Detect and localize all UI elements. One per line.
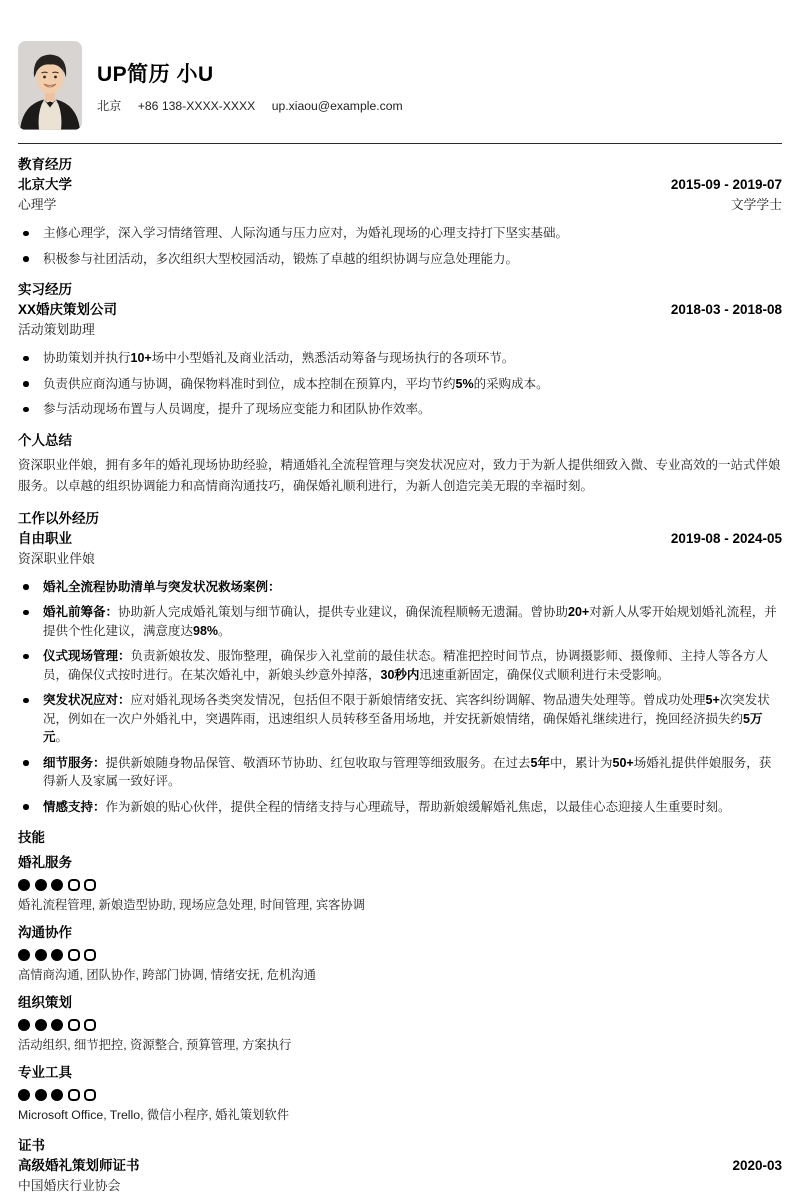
level-dot-empty — [84, 1019, 96, 1031]
section-summary — [18, 431, 782, 497]
contact-location: 北京 — [97, 98, 122, 113]
bullet-text-bold: 10+ — [130, 351, 152, 365]
bullet-item — [18, 375, 782, 394]
entry-date: 2019-08 - 2024-05 — [670, 530, 782, 546]
bullet-text-bold: 细节服务： — [43, 755, 106, 770]
skill-name: 专业工具 — [18, 1065, 72, 1080]
bullet-item — [18, 798, 782, 817]
section-internship — [18, 280, 782, 419]
skill-block — [18, 993, 782, 1054]
level-dot-empty — [68, 1089, 80, 1101]
level-dot-filled — [18, 1019, 30, 1031]
skill-name: 沟通协作 — [18, 925, 72, 940]
resume-header — [18, 0, 782, 130]
section-title: 证书 — [18, 1138, 45, 1153]
bullet-item — [18, 754, 782, 791]
header-text — [97, 58, 416, 114]
skill-block — [18, 1063, 782, 1124]
entry-date: 2020-03 — [732, 1158, 782, 1173]
bullet-text: 次突发状况，例如在一次户外婚礼中，突遇阵雨，迅速组织人员转移至备用场地，并安抚新娘情绪，确保婚礼继续进行，挽回经济损失约 — [43, 693, 770, 726]
entry-subheader — [18, 1176, 782, 1196]
skill-keywords: 活动组织, 细节把控, 资源整合, 预算管理, 方案执行 — [18, 1038, 292, 1052]
skill-keywords: 高情商沟通, 团队协作, 跨部门协调, 情绪安抚, 危机沟通 — [18, 968, 316, 982]
bullet-item — [18, 578, 782, 597]
bullet-text: 积极参与社团活动，多次组织大型校园活动，锻炼了卓越的组织协调与应急处理能力。 — [43, 251, 519, 266]
entry-header — [18, 175, 782, 195]
bullet-text-bold: 情感支持： — [43, 799, 106, 814]
entry-org: 自由职业 — [18, 530, 72, 546]
section-skills — [18, 828, 782, 1124]
entry-date: 2018-03 - 2018-08 — [670, 302, 782, 317]
section-certificates — [18, 1136, 782, 1196]
bullet-item — [18, 224, 782, 243]
section-title: 教育经历 — [18, 157, 72, 172]
bullet-item — [18, 250, 782, 269]
bullet-text: 。 — [55, 730, 69, 744]
bullet-text: 迅速重新固定，确保仪式顺利进行未受影响。 — [419, 667, 670, 682]
entry-role: 活动策划助理 — [18, 322, 95, 337]
contact-info — [97, 97, 416, 114]
entry-subheader — [18, 549, 782, 569]
level-dot-filled — [51, 1089, 63, 1101]
resume-body — [18, 155, 782, 1196]
level-dot-filled — [35, 949, 47, 961]
bullet-text-bold: 98% — [193, 623, 219, 638]
level-dot-filled — [51, 949, 63, 961]
portrait-illustration — [18, 41, 82, 130]
section-title: 技能 — [18, 830, 45, 845]
bullet-text: 提供新娘随身物品保管、敬酒环节协助、红包收取与管理等细致服务。在过去 — [105, 755, 531, 770]
level-dot-empty — [84, 1089, 96, 1101]
summary-paragraph: 资深职业伴娘，拥有多年的婚礼现场协助经验，精通婚礼全流程管理与突发状况应对，致力于为新人提供细致入微、专业高效的一站式伴娘服务。以卓越的组织协调能力和高情商沟通技巧，确保婚礼顺利进行，为新人创造完美无瑕的幸福时刻。 — [18, 457, 781, 493]
level-dot-filled — [18, 1089, 30, 1101]
skill-block — [18, 923, 782, 984]
bullet-text: 场婚礼提供伴娘服务，获得新人及家属一致好评。 — [43, 755, 772, 788]
skill-name: 组织策划 — [18, 995, 72, 1010]
level-dot-empty — [68, 879, 80, 891]
entry-date: 2015-09 - 2019-07 — [670, 177, 782, 192]
bullet-text: 应对婚礼现场各类突发情况，包括但不限于新娘情绪安抚、宾客纠纷调解、物品遗失处理等。曾成功处理 — [130, 693, 706, 707]
section-education — [18, 155, 782, 268]
bullet-item — [18, 349, 782, 368]
entry-role: 心理学 — [18, 197, 57, 212]
bullet-text-bold: 20+ — [568, 605, 590, 619]
level-dot-empty — [68, 949, 80, 961]
bullet-text: 对新人从零开始规划婚礼流程，并提供个性化建议，满意度达 — [43, 605, 777, 638]
skill-keywords: 婚礼流程管理, 新娘造型协助, 现场应急处理, 时间管理, 宾客协调 — [18, 898, 366, 912]
bullet-text-bold: 突发状况应对： — [43, 693, 131, 707]
candidate-name: UP简历 小U — [97, 62, 214, 86]
bullet-text: 协助新人完成婚礼策划与细节确认，提供专业建议，确保流程顺畅无遗漏。曾协助 — [118, 605, 569, 619]
bullet-text-bold: 5万元 — [43, 711, 763, 744]
bullet-text-bold: 仪式现场管理： — [43, 649, 131, 663]
skill-level — [18, 1089, 782, 1101]
bullet-item — [18, 691, 782, 747]
section-other-experience — [18, 509, 782, 817]
level-dot-filled — [35, 1089, 47, 1101]
bullet-text-bold: 30秒内 — [380, 667, 420, 682]
bullet-text: 场中小型婚礼及商业活动，熟悉活动筹备与现场执行的各项环节。 — [151, 351, 515, 365]
bullet-item — [18, 603, 782, 640]
level-dot-empty — [84, 879, 96, 891]
bullet-text: 参与活动现场布置与人员调度，提升了现场应变能力和团队协作效率。 — [43, 402, 431, 416]
level-dot-empty — [84, 949, 96, 961]
level-dot-filled — [35, 879, 47, 891]
skill-level — [18, 1019, 782, 1031]
bullet-item — [18, 647, 782, 684]
bullet-text: 。 — [218, 623, 231, 638]
skill-keywords: Microsoft Office, Trello, 微信小程序, 婚礼策划软件 — [18, 1108, 290, 1122]
entry-role: 中国婚庆行业协会 — [18, 1178, 121, 1193]
bullet-text-bold: 婚礼前筹备： — [43, 605, 119, 619]
bullet-item — [18, 400, 782, 419]
bullet-list — [18, 349, 782, 419]
bullet-text: 主修心理学，深入学习情绪管理、人际沟通与压力应对，为婚礼现场的心理支持打下坚实基础。 — [43, 226, 569, 240]
contact-phone: +86 138-XXXX-XXXX — [137, 98, 256, 113]
level-dot-filled — [51, 879, 63, 891]
entry-degree: 文学学士 — [730, 197, 782, 212]
entry-header — [18, 1156, 782, 1176]
entry-subheader — [18, 320, 782, 340]
entry-subheader — [18, 195, 782, 215]
level-dot-filled — [18, 879, 30, 891]
bullet-text-bold: 50+ — [612, 755, 634, 770]
bullet-list — [18, 224, 782, 268]
header-divider — [18, 143, 782, 144]
level-dot-filled — [35, 1019, 47, 1031]
skill-name: 婚礼服务 — [18, 855, 72, 870]
level-dot-filled — [51, 1019, 63, 1031]
bullet-text: 协助策划并执行 — [43, 351, 131, 365]
section-title: 工作以外经历 — [18, 510, 99, 526]
entry-org: XX婚庆策划公司 — [18, 302, 118, 317]
bullet-text: 的采购成本。 — [473, 376, 549, 391]
entry-header — [18, 300, 782, 320]
bullet-text-bold: 婚礼全流程协助清单与突发状况救场案例： — [43, 579, 281, 594]
bullet-text-bold: 5+ — [705, 693, 720, 707]
bullet-text-bold: 5% — [455, 376, 474, 391]
skill-level — [18, 949, 782, 961]
bullet-text: 负责新娘妆发、服饰整理，确保步入礼堂前的最佳状态。精准把控时间节点，协调摄影师、摄像师、主持人等各方人员，确保仪式按时进行。在某次婚礼中，新娘头纱意外掉落， — [43, 649, 769, 682]
contact-email: up.xiaou@example.com — [271, 98, 403, 113]
entry-org: 高级婚礼策划师证书 — [18, 1158, 140, 1173]
skill-block — [18, 853, 782, 914]
bullet-list — [18, 578, 782, 817]
entry-org: 北京大学 — [18, 177, 72, 192]
entry-role: 资深职业伴娘 — [18, 550, 95, 566]
bullet-text: 作为新娘的贴心伙伴，提供全程的情绪支持与心理疏导，帮助新娘缓解婚礼焦虑，以最佳心态迎接人生重要时刻。 — [105, 799, 731, 814]
bullet-text-bold: 5年 — [530, 755, 550, 770]
level-dot-filled — [18, 949, 30, 961]
skill-level — [18, 879, 782, 891]
entry-header — [18, 529, 782, 549]
section-title: 实习经历 — [18, 282, 72, 297]
level-dot-empty — [68, 1019, 80, 1031]
section-title: 个人总结 — [18, 432, 72, 448]
profile-photo — [18, 41, 82, 130]
bullet-text: 负责供应商沟通与协调，确保物料准时到位，成本控制在预算内，平均节约 — [43, 376, 456, 391]
bullet-text: 中，累计为 — [549, 755, 613, 770]
